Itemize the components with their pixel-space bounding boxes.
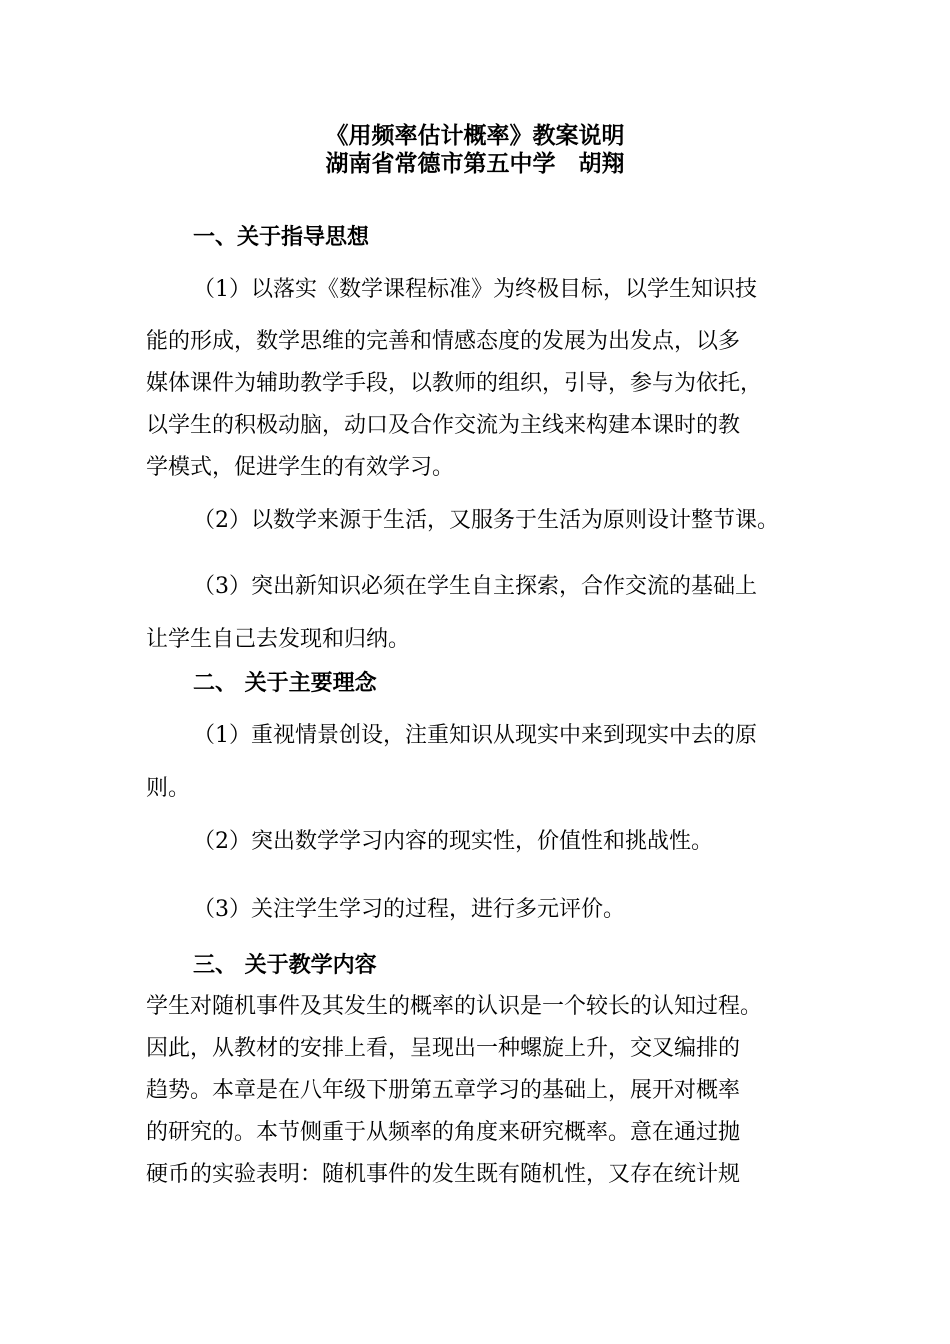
paragraph-line: 学生对随机事件及其发生的概率的认识是一个较长的认知过程。 xyxy=(146,994,763,1019)
section-heading-teaching-content: 三、 关于教学内容 xyxy=(193,952,377,978)
paragraph-line: 学模式，促进学生的有效学习。 xyxy=(146,455,455,480)
document-title: 《用频率估计概率》教案说明 xyxy=(325,122,625,149)
paragraph-line: 趋势。本章是在八年级下册第五章学习的基础上，展开对概率 xyxy=(146,1078,741,1103)
paragraph-line: 以学生的积极动脑，动口及合作交流为主线来构建本课时的教 xyxy=(146,413,741,438)
paragraph-line: 让学生自己去发现和归纳。 xyxy=(146,627,411,652)
paragraph-line: （2）突出数学学习内容的现实性，价值性和挑战性。 xyxy=(193,829,713,854)
paragraph-line: （3）突出新知识必须在学生自主探索，合作交流的基础上 xyxy=(193,574,757,599)
author-line: 湖南省常德市第五中学 胡翔 xyxy=(325,150,625,177)
paragraph-line: 媒体课件为辅助教学手段，以教师的组织，引导，参与为依托， xyxy=(146,371,763,396)
section-heading-main-ideas: 二、 关于主要理念 xyxy=(193,670,377,696)
paragraph-line: 能的形成，数学思维的完善和情感态度的发展为出发点，以多 xyxy=(146,329,741,354)
paragraph-line: （1）以落实《数学课程标准》为终极目标，以学生知识技 xyxy=(193,277,757,302)
paragraph-line: 则。 xyxy=(146,776,191,801)
paragraph-line: 硬币的实验表明：随机事件的发生既有随机性，又存在统计规 xyxy=(146,1162,741,1187)
paragraph-line: 因此，从教材的安排上看，呈现出一种螺旋上升，交叉编排的 xyxy=(146,1036,741,1061)
section-heading-guiding-thought: 一、关于指导思想 xyxy=(193,224,370,250)
paragraph-line: （1）重视情景创设，注重知识从现实中来到现实中去的原 xyxy=(193,723,757,748)
paragraph-line: 的研究的。本节侧重于从频率的角度来研究概率。意在通过抛 xyxy=(146,1120,741,1145)
paragraph-line: （2）以数学来源于生活，又服务于生活为原则设计整节课。 xyxy=(193,508,779,533)
paragraph-line: （3）关注学生学习的过程，进行多元评价。 xyxy=(193,897,625,922)
